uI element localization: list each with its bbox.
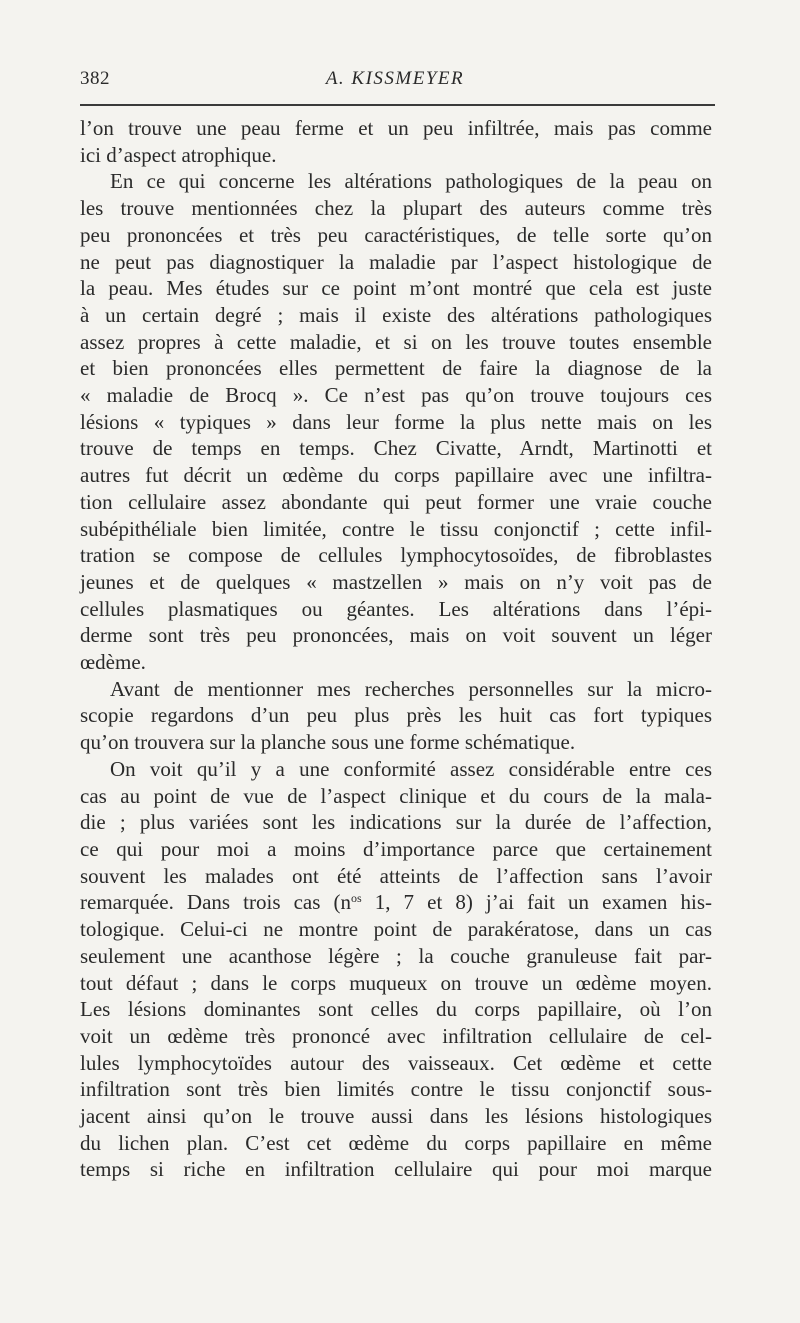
text-line: En ce qui concerne les altérations pathologiques de la peau on (110, 169, 712, 194)
text-line: autres fut décrit un œdème du corps papillaire avec une infiltra- (80, 463, 712, 488)
text-line: jacent ainsi qu’on le trouve aussi dans les lésions histologiques (80, 1104, 712, 1129)
text-line: infiltration sont très bien limités contre le tissu conjonctif sous- (80, 1077, 712, 1102)
page-header (80, 68, 710, 96)
text-line: derme sont très peu prononcées, mais on voit souvent un léger (80, 623, 712, 648)
text-line: à un certain degré ; mais il existe des altérations pathologiques (80, 302, 712, 327)
text-line: Les lésions dominantes sont celles du corps papillaire, où l’on (80, 997, 712, 1022)
text-line: et bien prononcées elles permettent de faire la diagnose de la (80, 356, 712, 381)
text-line: peu prononcées et très peu caractéristiques, de telle sorte qu’on (80, 222, 712, 247)
text-line: ici d’aspect atrophique. (80, 142, 277, 167)
text-line: les trouve mentionnées chez la plupart des auteurs comme très (80, 196, 712, 221)
text-fragment: remarquée. Dans trois cas (n (80, 890, 351, 915)
text-line: tout défaut ; dans le corps muqueux on trouve un œdème moyen. (80, 970, 712, 995)
text-line: voit un œdème très prononcé avec infiltration cellulaire de cel- (80, 1023, 712, 1048)
text-line: ce qui pour moi a moins d’importance parce que certainement (80, 836, 712, 861)
text-line: la peau. Mes études sur ce point m’ont montré que cela est juste (80, 276, 712, 301)
text-line: jeunes et de quelques « mastzellen » mais on n’y voit pas de (80, 569, 712, 594)
text-line: On voit qu’il y a une conformité assez considérable entre ces (110, 756, 712, 781)
text-line: lules lymphocytoïdes autour des vaisseaux. Cet œdème et cette (80, 1050, 712, 1075)
text-line: tration se compose de cellules lymphocytosoïdes, de fibroblastes (80, 543, 712, 568)
paragraph-2 (80, 168, 712, 675)
text-line: souvent les malades ont été atteints de l’affection sans l’avoir (80, 863, 712, 888)
text-line: cas au point de vue de l’aspect clinique et du cours de la mala- (80, 783, 712, 808)
paragraph-4 (80, 756, 712, 1183)
text-line: die ; plus variées sont les indications sur la durée de l’affection, (80, 810, 712, 835)
text-line: ne peut pas diagnostiquer la maladie par l’aspect histologique de (80, 249, 712, 274)
text-line: scopie regardons d’un peu plus près les huit cas fort typiques (80, 703, 712, 728)
paragraph-3 (80, 676, 712, 756)
body-text (80, 115, 712, 1183)
text-line: « maladie de Brocq ». Ce n’est pas qu’on trouve toujours ces (80, 383, 712, 408)
text-line: qu’on trouvera sur la planche sous une forme schématique. (80, 730, 576, 755)
text-line-with-superscript (80, 889, 712, 916)
text-line: seulement une acanthose légère ; la couche granuleuse fait par- (80, 943, 712, 968)
paragraph-1 (80, 115, 712, 168)
text-line: tion cellulaire assez abondante qui peut former une vraie couche (80, 489, 712, 514)
text-line: Avant de mentionner mes recherches personnelles sur la micro- (110, 676, 712, 701)
text-line: œdème. (80, 650, 146, 675)
text-line: cellules plasmatiques ou géantes. Les altérations dans l’épi- (80, 596, 712, 621)
text-line: trouve de temps en temps. Chez Civatte, Arndt, Martinotti et (80, 436, 712, 461)
text-fragment: 1, 7 et 8) j’ai fait un examen his- (361, 890, 712, 915)
text-line: du lichen plan. C’est cet œdème du corps papillaire en même (80, 1130, 712, 1155)
text-line: lésions « typiques » dans leur forme la plus nette mais on les (80, 409, 712, 434)
text-line: tologique. Celui-ci ne montre point de parakératose, dans un cas (80, 917, 712, 942)
superscript: os (350, 891, 362, 906)
running-head: A. KISSMEYER (325, 68, 465, 89)
text-line: assez propres à cette maladie, et si on les trouve toutes ensemble (80, 329, 712, 354)
text-line: temps si riche en infiltration cellulaire qui pour moi marque (80, 1157, 712, 1182)
header-rule (80, 104, 715, 106)
text-line: subépithéliale bien limitée, contre le tissu conjonctif ; cette infil- (80, 516, 712, 541)
page-number: 382 (80, 68, 110, 89)
text-line: l’on trouve une peau ferme et un peu infiltrée, mais pas comme (80, 116, 712, 140)
